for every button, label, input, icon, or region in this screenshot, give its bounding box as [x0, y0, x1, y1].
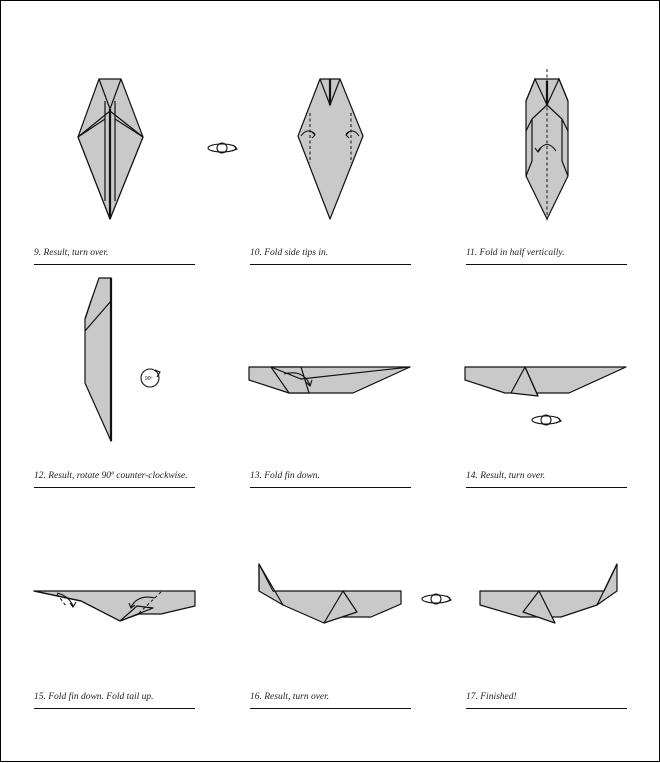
- rotation-label: 90º: [145, 376, 153, 382]
- caption-rule: [466, 264, 627, 265]
- step-caption: 9. Result, turn over.: [34, 248, 109, 258]
- step-caption: 11. Fold in half vertically.: [466, 248, 565, 258]
- step-caption: 14. Result, turn over.: [466, 471, 546, 481]
- step-caption: 16. Result, turn over.: [250, 692, 330, 702]
- origami-step-17-illustration: [1, 1, 660, 763]
- step-caption: 12. Result, rotate 90º counter-clockwise.: [34, 471, 188, 481]
- caption-rule: [250, 487, 411, 488]
- step-caption: 10. Fold side tips in.: [250, 248, 329, 258]
- caption-rule: [250, 264, 411, 265]
- caption-rule: [34, 264, 195, 265]
- step-caption: 17. Finished!: [466, 692, 517, 702]
- caption-rule: [466, 487, 627, 488]
- caption-rule: [250, 708, 411, 709]
- step-caption: 13. Fold fin down.: [250, 471, 320, 481]
- caption-rule: [34, 708, 195, 709]
- caption-rule: [34, 487, 195, 488]
- caption-rule: [466, 708, 627, 709]
- step-caption: 15. Fold fin down. Fold tail up.: [34, 692, 154, 702]
